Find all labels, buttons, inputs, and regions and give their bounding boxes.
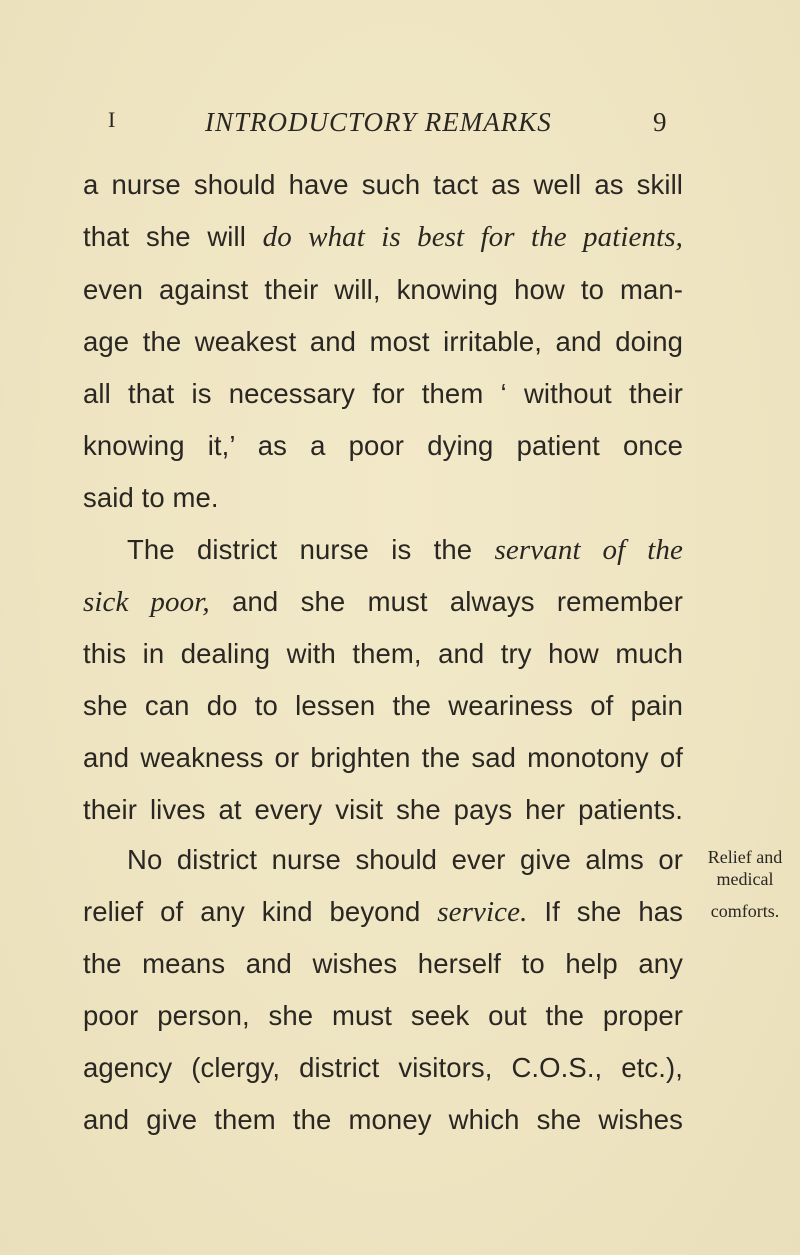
text-line: she can do to lessen the weariness of pain — [83, 690, 683, 721]
text-line: all that is necessary for them ‘ without their — [83, 378, 683, 409]
text-line: sick poor, and she must always remember — [83, 586, 683, 618]
margin-note — [690, 846, 800, 922]
text-line: and weakness or brighten the sad monotony of — [83, 742, 683, 773]
text-line: poor person, she must seek out the proper — [83, 1000, 683, 1031]
margin-note-line: comforts. — [710, 901, 780, 921]
text-line: that she will do what is best for the patients, — [83, 221, 683, 253]
text-line: their lives at every visit she pays her patients. — [83, 794, 683, 825]
text-line: age the weakest and most irritable, and doing — [83, 326, 683, 357]
page-number: 9 — [653, 107, 668, 137]
margin-note-line: medical — [716, 869, 774, 889]
text-line: the means and wishes herself to help any — [83, 948, 683, 979]
section-number: I — [108, 107, 117, 132]
text-line: agency (clergy, district visitors, C.O.S., etc.), — [83, 1052, 683, 1083]
text-line: this in dealing with them, and try how much — [83, 638, 683, 669]
text-line: No district nurse should ever give alms or — [127, 844, 683, 875]
text-line: knowing it,’ as a poor dying patient once — [83, 430, 683, 461]
text-line: a nurse should have such tact as well as skill — [83, 169, 683, 200]
text-line: and give them the money which she wishes — [83, 1104, 683, 1135]
text-line: even against their will, knowing how to man- — [83, 274, 683, 305]
running-head — [0, 107, 800, 147]
margin-note-line: Relief and — [707, 847, 783, 867]
text-line: relief of any kind beyond service. If she has — [83, 896, 683, 928]
text-line: The district nurse is the servant of the — [127, 534, 683, 566]
chapter-title: INTRODUCTORY REMARKS — [205, 107, 552, 137]
text-line: said to me. — [83, 482, 219, 513]
